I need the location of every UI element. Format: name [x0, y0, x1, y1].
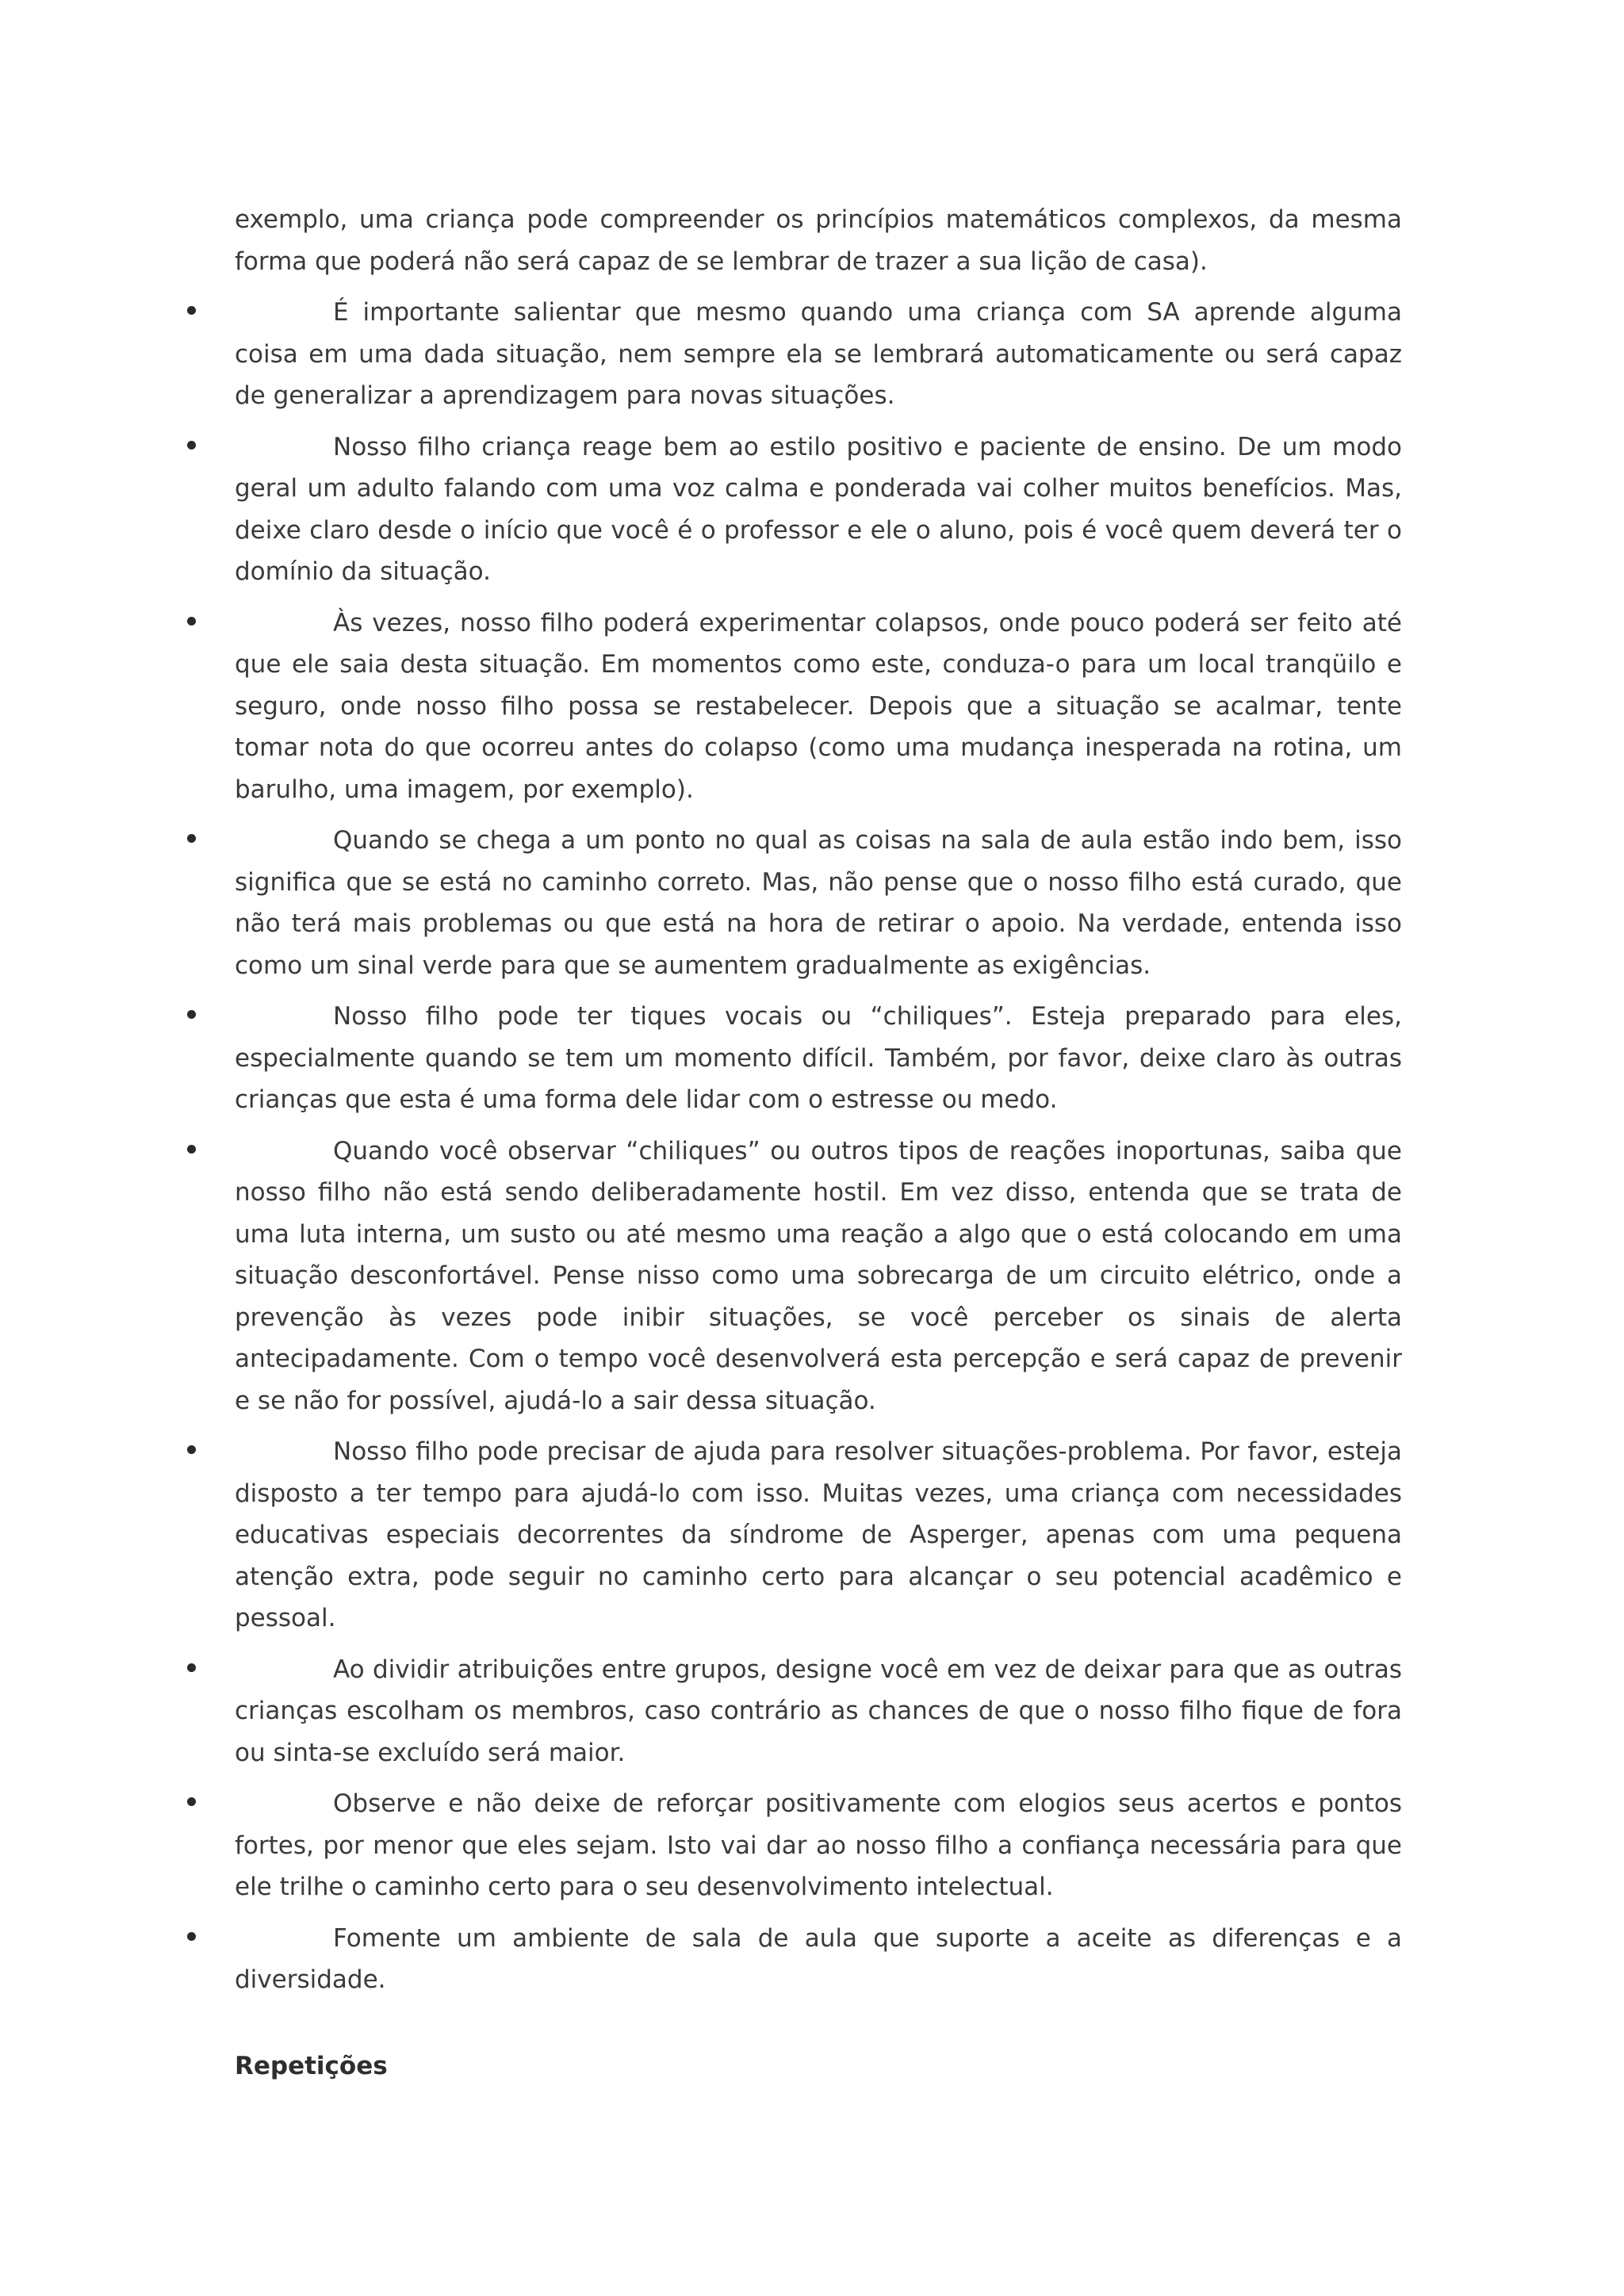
bullet-item — [235, 1918, 1402, 2001]
bullet-item — [235, 996, 1402, 1121]
bullet-item — [235, 1431, 1402, 1640]
bullet-icon — [187, 306, 196, 315]
bullet-item — [235, 292, 1402, 417]
bullet-text: Nosso filho pode precisar de ajuda para resolver situações-problema. Por favor, esteja disposto a ter tempo para ajudá-lo com isso. Muitas vezes, uma criança com necessidades educativas especiais decorrentes da síndrome de Asperger, apenas com uma pequena atenção extra, pode seguir no caminho certo para alcançar o seu potencial acadêmico e pessoal. — [235, 1437, 1402, 1632]
bullet-text: Ao dividir atribuições entre grupos, designe você em vez de deixar para que as outras crianças escolham os membros, caso contrário as chances de que o nosso filho fique de fora ou sinta-se excluído será maior. — [235, 1655, 1402, 1767]
bullet-icon — [187, 1663, 196, 1672]
bullet-text: Nosso filho pode ter tiques vocais ou “chiliques”. Esteja preparado para eles, especialmente quando se tem um momento difícil. Também, por favor, deixe claro às outras crianças que esta é uma forma dele lidar com o estresse ou medo. — [235, 1002, 1402, 1114]
bullet-icon — [187, 441, 196, 450]
bullet-item — [235, 603, 1402, 811]
document-body — [235, 199, 1402, 2087]
bullet-icon — [187, 1145, 196, 1154]
section-heading: Repetições — [235, 2051, 388, 2080]
bullet-item — [235, 1649, 1402, 1774]
bullet-icon — [187, 617, 196, 626]
bullet-icon — [187, 1797, 196, 1806]
intro-paragraph: exemplo, uma criança pode compreender os princípios matemáticos complexos, da mesma forma que poderá não será capaz de se lembrar de trazer a sua lição de casa). — [235, 205, 1402, 276]
bullet-item — [235, 1131, 1402, 1422]
bullet-icon — [187, 834, 196, 843]
bullet-text: Quando se chega a um ponto no qual as coisas na sala de aula estão indo bem, isso significa que se está no caminho correto. Mas, não pense que o nosso filho está curado, que não terá mais problemas ou que está na hora de retirar o apoio. Na verdade, entenda isso como um sinal verde para que se aumentem gradualmente as exigências. — [235, 826, 1402, 980]
bullet-text: Quando você observar “chiliques” ou outros tipos de reações inoportunas, saiba que nosso filho não está sendo deliberadamente hostil. Em vez disso, entenda que se trata de uma luta interna, um susto ou até mesmo uma reação a algo que o está colocando em uma situação desconfortável. Pense nisso como uma sobrecarga de um circuito elétrico, onde a prevenção às vezes pode inibir situações, se você perceber os sinais de alerta antecipadamente. Com o tempo você desenvolverá esta percepção e será capaz de prevenir e se não for possível, ajudá-lo a sair dessa situação. — [235, 1136, 1402, 1415]
bullet-text: Nosso filho criança reage bem ao estilo positivo e paciente de ensino. De um modo geral um adulto falando com uma voz calma e ponderada vai colher muitos benefícios. Mas, deixe claro desde o início que você é o professor e ele o aluno, pois é você quem deverá ter o domínio da situação. — [235, 432, 1402, 586]
bullet-text: Observe e não deixe de reforçar positivamente com elogios seus acertos e pontos fortes, por menor que eles sejam. Isto vai dar ao nosso filho a confiança necessária para que ele trilhe o caminho certo para o seu desenvolvimento intelectual. — [235, 1789, 1402, 1901]
bullet-item — [235, 820, 1402, 986]
bullet-text: É importante salientar que mesmo quando uma criança com SA aprende alguma coisa em uma dada situação, nem sempre ela se lembrará automaticamente ou será capaz de generalizar a aprendizagem para novas situações. — [235, 298, 1402, 410]
bullet-icon — [187, 1932, 196, 1941]
bullet-item — [235, 1783, 1402, 1908]
bullet-text: Fomente um ambiente de sala de aula que suporte a aceite as diferenças e a diversidade. — [235, 1923, 1402, 1994]
bullet-icon — [187, 1445, 196, 1454]
bullet-icon — [187, 1010, 196, 1019]
bullet-text: Às vezes, nosso filho poderá experimentar colapsos, onde pouco poderá ser feito até que ele saia desta situação. Em momentos como este, conduza-o para um local tranqüilo e seguro, onde nosso filho possa se restabelecer. Depois que a situação se acalmar, tente tomar nota do que ocorreu antes do colapso (como uma mudança inesperada na rotina, um barulho, uma imagem, por exemplo). — [235, 608, 1402, 804]
bullet-item — [235, 427, 1402, 593]
